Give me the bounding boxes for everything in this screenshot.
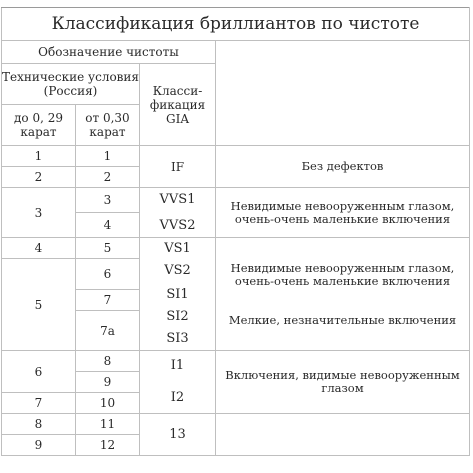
table-title: Классификация бриллиантов по чистоте — [2, 8, 470, 41]
row-2-small: 2 — [2, 167, 76, 188]
row-7-small: 7 — [2, 393, 76, 414]
row-8-small: 8 — [2, 414, 76, 435]
row-9-small: 9 — [2, 435, 76, 456]
row-6-large-a: 8 — [76, 351, 140, 372]
description-last-blank — [216, 414, 470, 456]
description-si: Мелкие, незначительные включения — [228, 312, 457, 327]
from-030-header: от 0,30 карат — [76, 105, 140, 146]
up-to-029-header: до 0, 29 карат — [2, 105, 76, 146]
row-1-small: 1 — [2, 146, 76, 167]
gia-classification-header: Класси-фикация GIA — [140, 64, 216, 146]
row-5-large-c: 7а — [76, 311, 140, 351]
gia-vs1: VS1 — [164, 241, 191, 256]
clarity-table — [1, 7, 470, 456]
row-3-small: 3 — [2, 188, 76, 238]
gia-i1: I1 — [170, 358, 185, 373]
row-1-large: 1 — [76, 146, 140, 167]
gia-i — [140, 351, 216, 414]
row-8-large: 11 — [76, 414, 140, 435]
row-6-small: 6 — [2, 351, 76, 393]
row-9-large: 12 — [76, 435, 140, 456]
gia-i2: I2 — [170, 390, 185, 405]
row-6-large-b: 9 — [76, 372, 140, 393]
gia-vs-si — [140, 238, 216, 351]
description-flawless: Без дефектов — [216, 146, 470, 188]
description-header-blank — [216, 41, 470, 146]
gia-vvs — [140, 188, 216, 238]
row-3-large-b: 4 — [76, 213, 140, 238]
row-7-large: 10 — [76, 393, 140, 414]
tech-conditions-header: Технические условия (Россия) — [2, 64, 140, 105]
gia-if: IF — [140, 146, 216, 188]
row-4-large: 5 — [76, 238, 140, 259]
gia-13: 13 — [140, 414, 216, 456]
description-vvs: Невидимые невооруженным глазом, очень-очень маленькие включения — [216, 188, 470, 238]
gia-si2: SI2 — [166, 309, 189, 324]
row-3-large-a: 3 — [76, 188, 140, 213]
row-4-small: 4 — [2, 238, 76, 259]
description-vs-si-cell — [216, 238, 470, 351]
row-5-large-b: 7 — [76, 290, 140, 311]
description-vs: Невидимые невооруженным глазом, очень-очень маленькие включения — [230, 260, 455, 288]
gia-vvs1: VVS1 — [159, 191, 196, 207]
gia-si1: SI1 — [166, 287, 189, 302]
gia-si3: SI3 — [166, 331, 189, 346]
description-i: Включения, видимые невооруженным глазом — [216, 351, 470, 414]
gia-vvs2: VVS2 — [159, 217, 196, 233]
row-2-large: 2 — [76, 167, 140, 188]
gia-vs2: VS2 — [164, 263, 191, 278]
clarity-designation-header: Обозначение чистоты — [2, 41, 216, 64]
row-5-small: 5 — [2, 259, 76, 351]
row-5-large-a: 6 — [76, 259, 140, 290]
